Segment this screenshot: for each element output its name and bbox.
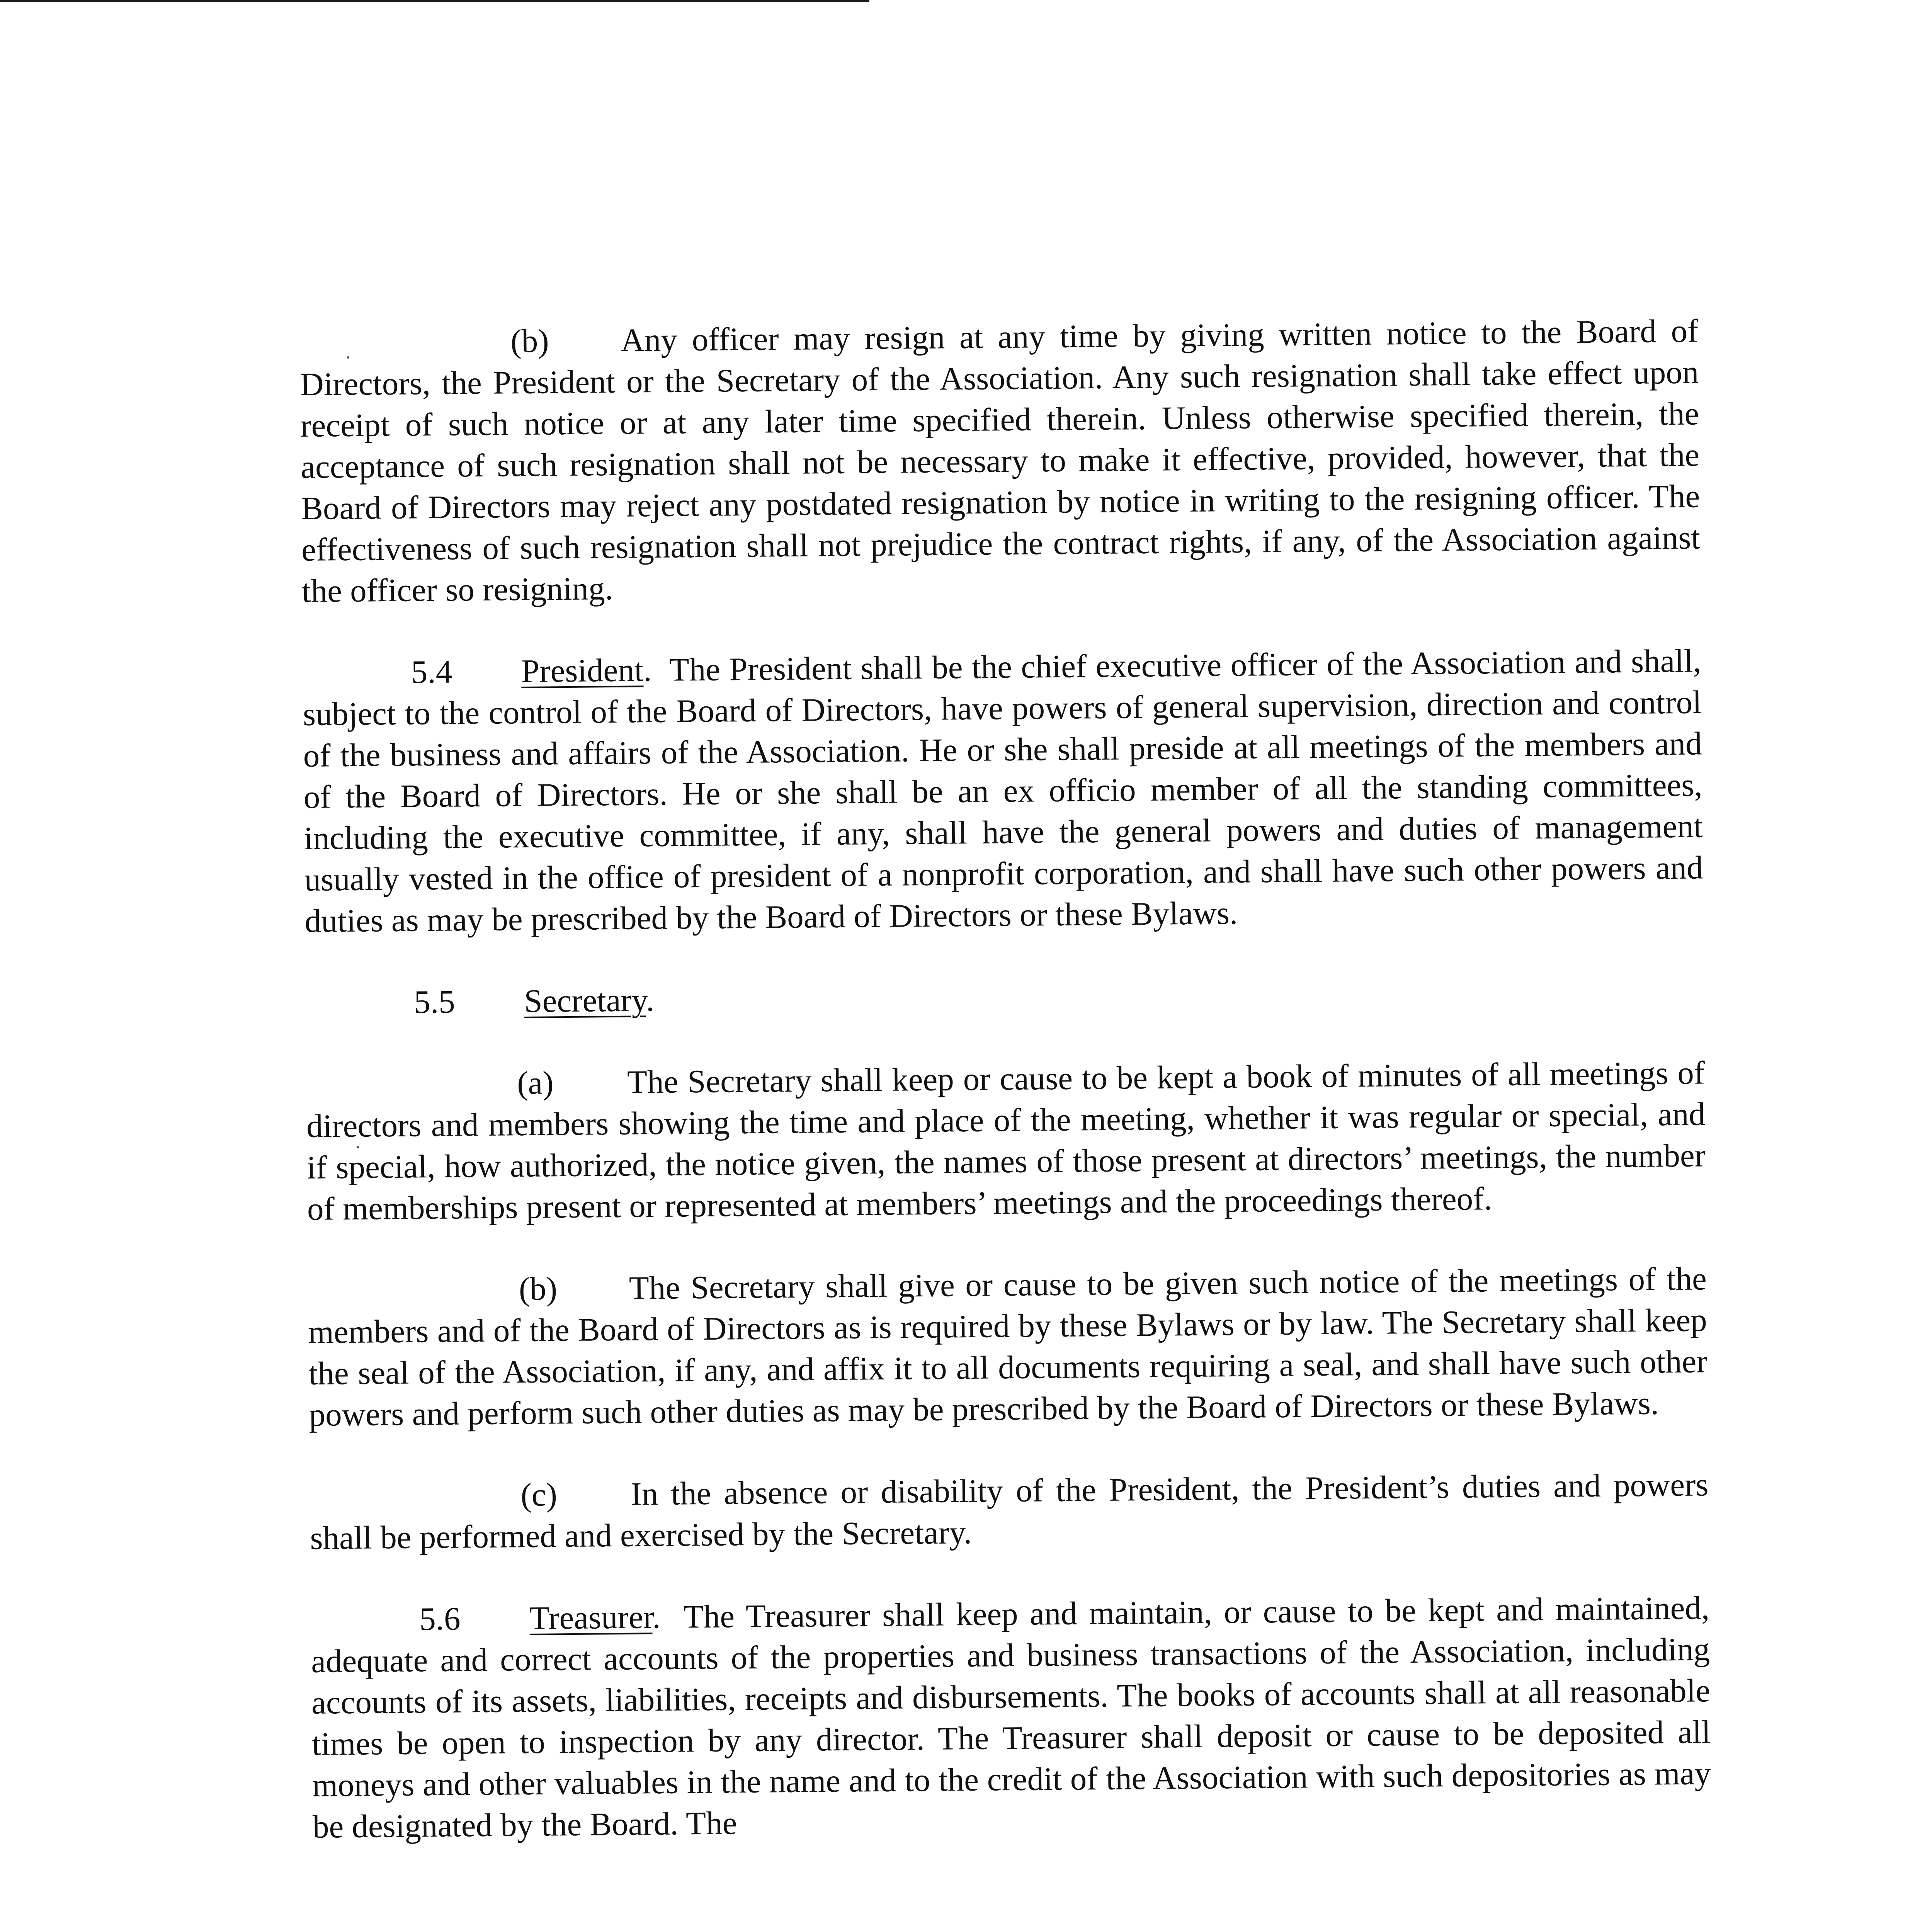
section-heading: Secretary [524,982,646,1019]
section-number: 5.4 [411,653,452,690]
section-heading: President [521,652,644,690]
paragraph-5-5-a [306,1052,1706,1230]
paragraph-text: The Secretary shall keep or cause to be kept a book of minutes of all meetings of directors and members showing the time and place of the meeting, whether it was regular or special, and if special, how authorized, the notice given, the names of those present at directors’ meetings, the number of memberships present or represented at members’ meetings and the proceedings thereof. [306,1054,1706,1227]
document-page [299,310,1712,1888]
paragraph-5-3-b [299,310,1701,612]
heading-period: . [643,651,670,689]
paragraph-text: Any officer may resign at any time by giving written notice to the Board of Directors, the President or the Secretary of the Association. Any such resignation shall take effect upon receipt of such notice or at any later time specified therein. Unless otherwise specified therein, the acceptance of such resignation shall not be necessary to make it effective, provided, however, that the Board of Directors may reject any postdated resignation by notice in writing to the resigning officer. The effectiveness of such resignation shall not prejudice the contract rights, if any, of the Association against the officer so resigning. [299,313,1701,609]
section-heading: Treasurer [529,1599,653,1636]
subsection-marker: (c) [520,1476,558,1514]
paragraph-5-5-b [308,1258,1708,1436]
paragraph-text: The President shall be the chief executive officer of the Association and shall, subject to the control of the Board of Directors, have powers of general supervision, direction and control of the business and affairs of the Association. He or she shall preside at all meetings of the members and of the Board of Directors. He or she shall be an ex officio member of all the standing committees, including the executive committee, if any, shall have the general powers and duties of management usually vested in the office of president of a nonprofit corporation, and shall have such other powers and duties as may be prescribed by the Board of Directors or these Bylaws. [303,643,1703,939]
section-number: 5.5 [413,983,456,1020]
paragraph-5-5-c [310,1464,1709,1559]
heading-period: . [646,982,655,1019]
subsection-marker: (a) [517,1065,554,1102]
scan-top-edge [0,0,869,2]
subsection-marker: (b) [519,1270,558,1308]
paragraph-text: The Treasurer shall keep and maintain, or cause to be kept and maintained, adequate and correct accounts of the properties and business transactions of the Association, including accounts of its assets, liabilities, receipts and disbursements. The books of accounts shall at all reasonable times be open to inspection by any director. The Treasurer shall deposit or cause to be deposited all moneys and other valuables in the name and to the credit of the Association with such depositories as may be designated by the Board. The [311,1590,1711,1845]
section-5-6 [311,1587,1711,1848]
paragraph-text: The Secretary shall give or cause to be given such notice of the meetings of the members and of the Board of Directors as is required by these Bylaws or by law. The Secretary shall keep the seal of the Association, if any, and affix it to all documents requiring a seal, and shall have such other powers and perform such other duties as may be prescribed by the Board of Directors or these Bylaws. [308,1260,1708,1433]
paragraph-text: In the absence or disability of the President, the President’s duties and powers shall be performed and exercised by the Secretary. [310,1466,1709,1556]
subsection-marker: (b) [510,323,549,360]
section-number: 5.6 [419,1600,461,1638]
section-5-5 [305,970,1704,1024]
heading-period: . [652,1599,684,1636]
section-5-4 [302,640,1703,942]
